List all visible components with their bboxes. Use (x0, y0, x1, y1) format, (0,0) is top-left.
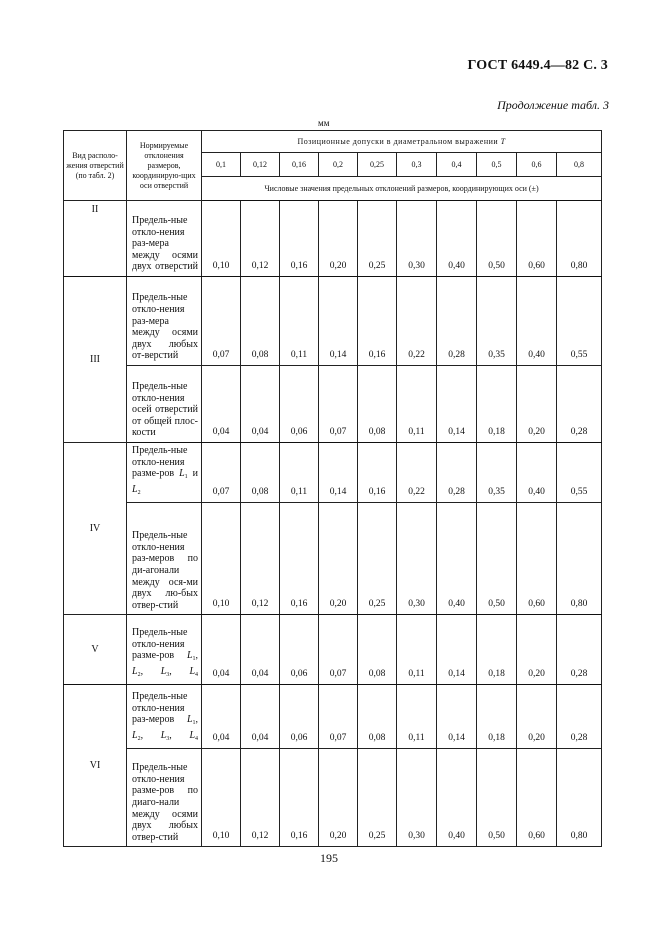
tolerance-value: 0,16 (280, 153, 319, 177)
table-cell: 0,25 (358, 201, 397, 277)
table-cell: 0,30 (397, 503, 437, 615)
table-cell: 0,50 (477, 749, 517, 847)
table-cell: 0,08 (241, 277, 280, 366)
table-cell: 0,12 (241, 201, 280, 277)
tolerance-value: 0,3 (397, 153, 437, 177)
row-description: Предель-ные откло-нения раз-мера между осями двух отверстий (127, 201, 202, 277)
table-cell: 0,07 (319, 615, 358, 685)
row-kind: VI (64, 685, 127, 847)
tolerance-value: 0,6 (517, 153, 557, 177)
unit-label: мм (318, 118, 330, 128)
table-row (64, 443, 602, 503)
table-row (64, 201, 602, 277)
column-header-tolerance: Позиционные допуски в диаметральном выражении T (202, 131, 602, 153)
table-cell: 0,55 (557, 443, 602, 503)
table-cell: 0,28 (557, 615, 602, 685)
table-cell: 0,25 (358, 503, 397, 615)
table-cell: 0,14 (437, 615, 477, 685)
table-cell: 0,30 (397, 201, 437, 277)
table-cell: 0,11 (280, 277, 319, 366)
table-cell: 0,55 (557, 277, 602, 366)
table-row (64, 749, 602, 847)
table-cell: 0,80 (557, 503, 602, 615)
table-cell: 0,08 (358, 615, 397, 685)
tolerance-value: 0,4 (437, 153, 477, 177)
table-cell: 0,40 (517, 277, 557, 366)
table-cell: 0,14 (437, 366, 477, 443)
row-description: Предель-ные откло-нения раз-меров по ди-агонали между ося-ми двух лю-бых отвер-стий (127, 503, 202, 615)
table-cell: 0,04 (241, 366, 280, 443)
table-cell: 0,14 (437, 685, 477, 749)
table-cell: 0,11 (280, 443, 319, 503)
table-cell: 0,35 (477, 443, 517, 503)
table-cell: 0,22 (397, 443, 437, 503)
table-cell: 0,04 (202, 615, 241, 685)
table-cell: 0,06 (280, 615, 319, 685)
table-cell: 0,20 (319, 749, 358, 847)
row-description: Предель-ные откло-нения раз-мера между осями двух любых от-верстий (127, 277, 202, 366)
table-cell: 0,08 (241, 443, 280, 503)
table-cell: 0,25 (358, 749, 397, 847)
table-cell: 0,40 (437, 749, 477, 847)
table-cell: 0,14 (319, 277, 358, 366)
table-row (64, 503, 602, 615)
page-number: 195 (320, 851, 338, 865)
row-description: Предель-ные откло-нения разме-ров по диаго-нали между осями двух любых отвер-стий (127, 749, 202, 847)
table-cell: 0,11 (397, 366, 437, 443)
table-cell: 0,20 (517, 685, 557, 749)
table-cell: 0,60 (517, 201, 557, 277)
table-row (64, 366, 602, 443)
table-cell: 0,16 (280, 749, 319, 847)
table-row (64, 277, 602, 366)
table-cell: 0,10 (202, 749, 241, 847)
table-cell: 0,35 (477, 277, 517, 366)
tolerance-value: 0,25 (358, 153, 397, 177)
table-cell: 0,30 (397, 749, 437, 847)
table-cell: 0,14 (319, 443, 358, 503)
row-description: Предель-ные откло-нения раз-меров $L_1$, $L_2$, $L_3$, $L_4$ (127, 685, 202, 749)
document-header: ГОСТ 6449.4—82 С. 3 (467, 58, 608, 73)
table-cell: 0,22 (397, 277, 437, 366)
table-cell: 0,07 (202, 443, 241, 503)
row-description: Предель-ные откло-нения осей отверстий от общей плос-кости (127, 366, 202, 443)
table-cell: 0,16 (280, 201, 319, 277)
table-cell: 0,12 (241, 749, 280, 847)
table-cell: 0,80 (557, 201, 602, 277)
table-cell: 0,08 (358, 685, 397, 749)
column-header-normalized: Нормируемые отклонения размеров, координирую-щих оси отверстий (127, 131, 202, 201)
table-continuation-label: Продолжение табл. 3 (497, 98, 609, 112)
table-cell: 0,07 (202, 277, 241, 366)
tolerance-table (63, 130, 602, 847)
row-kind: IV (64, 443, 127, 615)
table-cell: 0,20 (517, 366, 557, 443)
table-cell: 0,11 (397, 615, 437, 685)
table-row (64, 685, 602, 749)
table-cell: 0,16 (358, 277, 397, 366)
table-cell: 0,20 (517, 615, 557, 685)
row-description: Предель-ные откло-нения разме-ров $L_1$, $L_2$, $L_3$, $L_4$ (127, 615, 202, 685)
numeric-values-subheader: Числовые значения предельных отклонений размеров, координирующих оси (±) (202, 177, 602, 201)
table-cell: 0,18 (477, 685, 517, 749)
tolerance-value: 0,5 (477, 153, 517, 177)
tolerance-value: 0,12 (241, 153, 280, 177)
row-kind: V (64, 615, 127, 685)
table-cell: 0,28 (557, 685, 602, 749)
table-cell: 0,18 (477, 366, 517, 443)
row-kind: II (64, 201, 127, 277)
table-cell: 0,16 (280, 503, 319, 615)
table-cell: 0,20 (319, 503, 358, 615)
table-cell: 0,28 (437, 443, 477, 503)
table-cell: 0,06 (280, 366, 319, 443)
table-cell: 0,11 (397, 685, 437, 749)
column-header-kind: Вид располо-жения отверстий (по табл. 2) (64, 131, 127, 201)
table-cell: 0,50 (477, 201, 517, 277)
tolerance-value: 0,8 (557, 153, 602, 177)
row-description: Предель-ные откло-нения разме-ров $L_1$ и $L_2$ (127, 443, 202, 503)
table-cell: 0,18 (477, 615, 517, 685)
table-cell: 0,28 (557, 366, 602, 443)
table-cell: 0,08 (358, 366, 397, 443)
table-cell: 0,50 (477, 503, 517, 615)
table-cell: 0,04 (241, 615, 280, 685)
table-cell: 0,06 (280, 685, 319, 749)
table-cell: 0,12 (241, 503, 280, 615)
row-kind: III (64, 277, 127, 443)
tolerance-value: 0,1 (202, 153, 241, 177)
table-cell: 0,16 (358, 443, 397, 503)
table-cell: 0,28 (437, 277, 477, 366)
table-cell: 0,40 (437, 503, 477, 615)
table-cell: 0,20 (319, 201, 358, 277)
table-cell: 0,07 (319, 366, 358, 443)
table-cell: 0,10 (202, 503, 241, 615)
table-cell: 0,80 (557, 749, 602, 847)
table-cell: 0,04 (202, 366, 241, 443)
table-cell: 0,40 (437, 201, 477, 277)
table-row (64, 615, 602, 685)
table-cell: 0,60 (517, 503, 557, 615)
table-cell: 0,10 (202, 201, 241, 277)
table-cell: 0,60 (517, 749, 557, 847)
table-cell: 0,07 (319, 685, 358, 749)
table-cell: 0,40 (517, 443, 557, 503)
tolerance-value: 0,2 (319, 153, 358, 177)
table-cell: 0,04 (241, 685, 280, 749)
table-cell: 0,04 (202, 685, 241, 749)
